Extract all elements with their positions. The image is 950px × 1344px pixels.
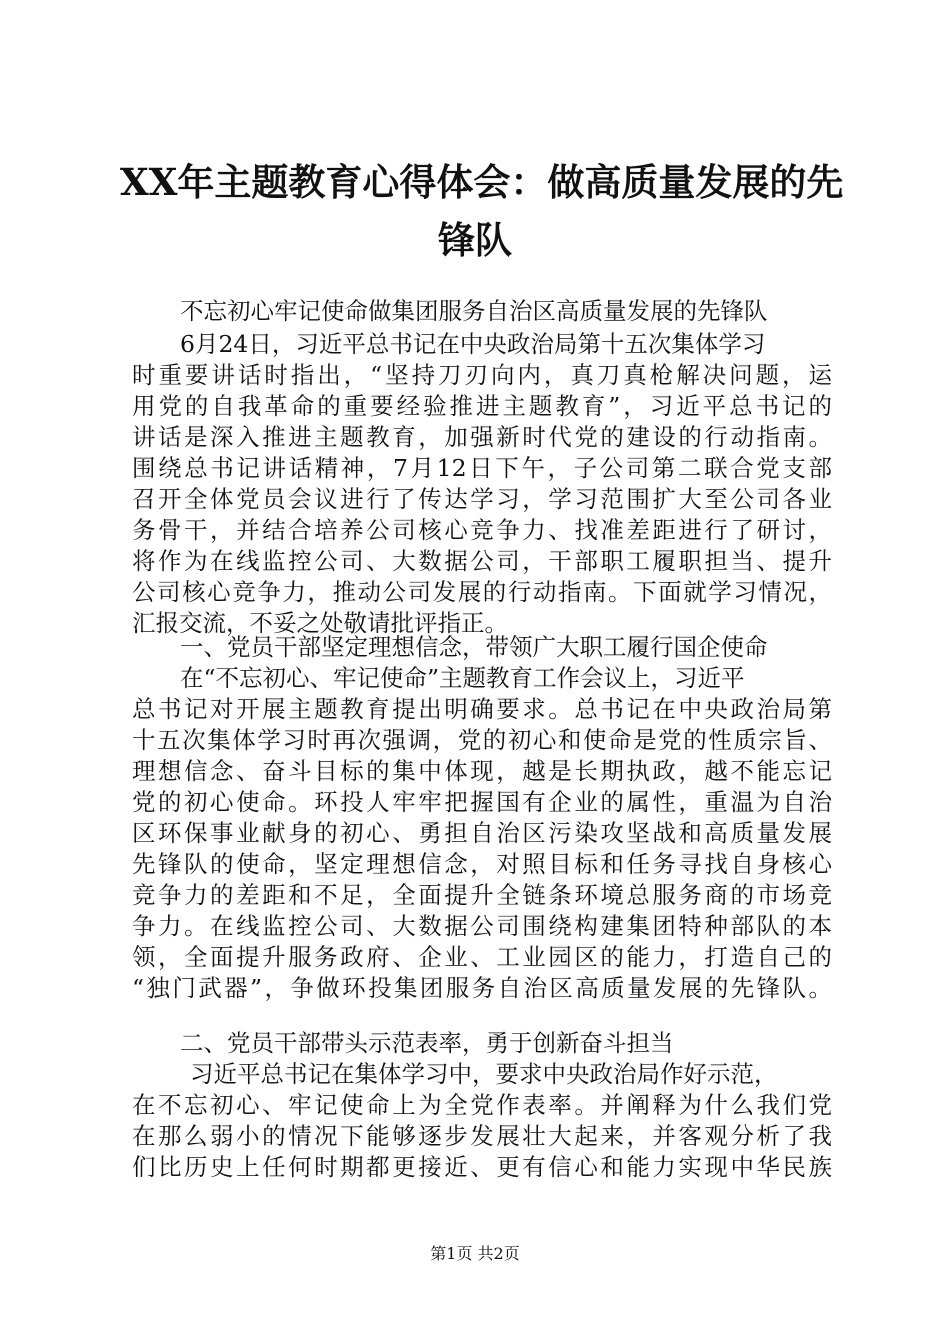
paragraph-line: 公司核心竞争力，推动公司发展的行动指南。下面就学习情况， [132, 578, 832, 606]
section-heading-1: 一、党员干部坚定理想信念，带领广大职工履行国企使命 [180, 633, 768, 661]
paragraph-line: 习近平总书记在集体学习中，要求中央政治局作好示范， [190, 1060, 778, 1088]
paragraph-line: 们比历史上任何时期都更接近、更有信心和能力实现中华民族 [132, 1153, 832, 1181]
paragraph-line: 先锋队的使命，坚定理想信念，对照目标和任务寻找自身核心 [132, 850, 832, 878]
paragraph-line: 领，全面提升服务政府、企业、工业园区的能力，打造自己的 [132, 943, 832, 971]
paragraph-line: 将作为在线监控公司、大数据公司，干部职工履职担当、提升 [132, 547, 832, 575]
section-heading-2: 二、党员干部带头示范表率，勇于创新奋斗担当 [180, 1029, 674, 1057]
page-number-footer: 第1页 共2页 [430, 1244, 520, 1263]
paragraph-line: 讲话是深入推进主题教育，加强新时代党的建设的行动指南。 [132, 423, 832, 451]
paragraph-line: 区环保事业献身的初心、勇担自治区污染攻坚战和高质量发展 [132, 819, 832, 847]
paragraph-line: 汇报交流，不妥之处敬请批评指正。 [132, 609, 508, 637]
paragraph-line: 6月24日，习近平总书记在中央政治局第十五次集体学习 [180, 330, 766, 358]
paragraph-line: “独门武器”，争做环投集团服务自治区高质量发展的先锋队。 [132, 974, 832, 1002]
document-title-line-1: XX年主题教育心得体会：做高质量发展的先 [120, 160, 844, 204]
paragraph-line: 党的初心使命。环投人牢牢把握国有企业的属性，重温为自治 [132, 788, 832, 816]
paragraph-line: 在那么弱小的情况下能够逐步发展壮大起来，并客观分析了我 [132, 1122, 832, 1150]
subtitle-line: 不忘初心牢记使命做集团服务自治区高质量发展的先锋队 [180, 297, 768, 325]
paragraph-line: 用党的自我革命的重要经验推进主题教育”，习近平总书记的 [132, 392, 832, 420]
paragraph-line: 总书记对开展主题教育提出明确要求。总书记在中央政治局第 [132, 695, 832, 723]
paragraph-line: 务骨干，并结合培养公司核心竞争力、找准差距进行了研讨， [132, 516, 832, 544]
document-title-line-2: 锋队 [438, 218, 512, 262]
paragraph-line: 竞争力的差距和不足，全面提升全链条环境总服务商的市场竞 [132, 881, 832, 909]
paragraph-line: 时重要讲话时指出，“坚持刀刃向内，真刀真枪解决问题，运 [132, 361, 832, 389]
paragraph-line: 争力。在线监控公司、大数据公司围绕构建集团特种部队的本 [132, 912, 832, 940]
paragraph-line: 召开全体党员会议进行了传达学习，学习范围扩大至公司各业 [132, 485, 832, 513]
paragraph-line: 理想信念、奋斗目标的集中体现，越是长期执政，越不能忘记 [132, 757, 832, 785]
paragraph-line: 围绕总书记讲话精神，7月12日下午，子公司第二联合党支部 [132, 454, 832, 482]
paragraph-line: 十五次集体学习时再次强调，党的初心和使命是党的性质宗旨、 [132, 726, 832, 754]
paragraph-line: 在不忘初心、牢记使命上为全党作表率。并阐释为什么我们党 [132, 1091, 832, 1119]
paragraph-line: 在“不忘初心、牢记使命”主题教育工作会议上，习近平 [180, 664, 745, 692]
